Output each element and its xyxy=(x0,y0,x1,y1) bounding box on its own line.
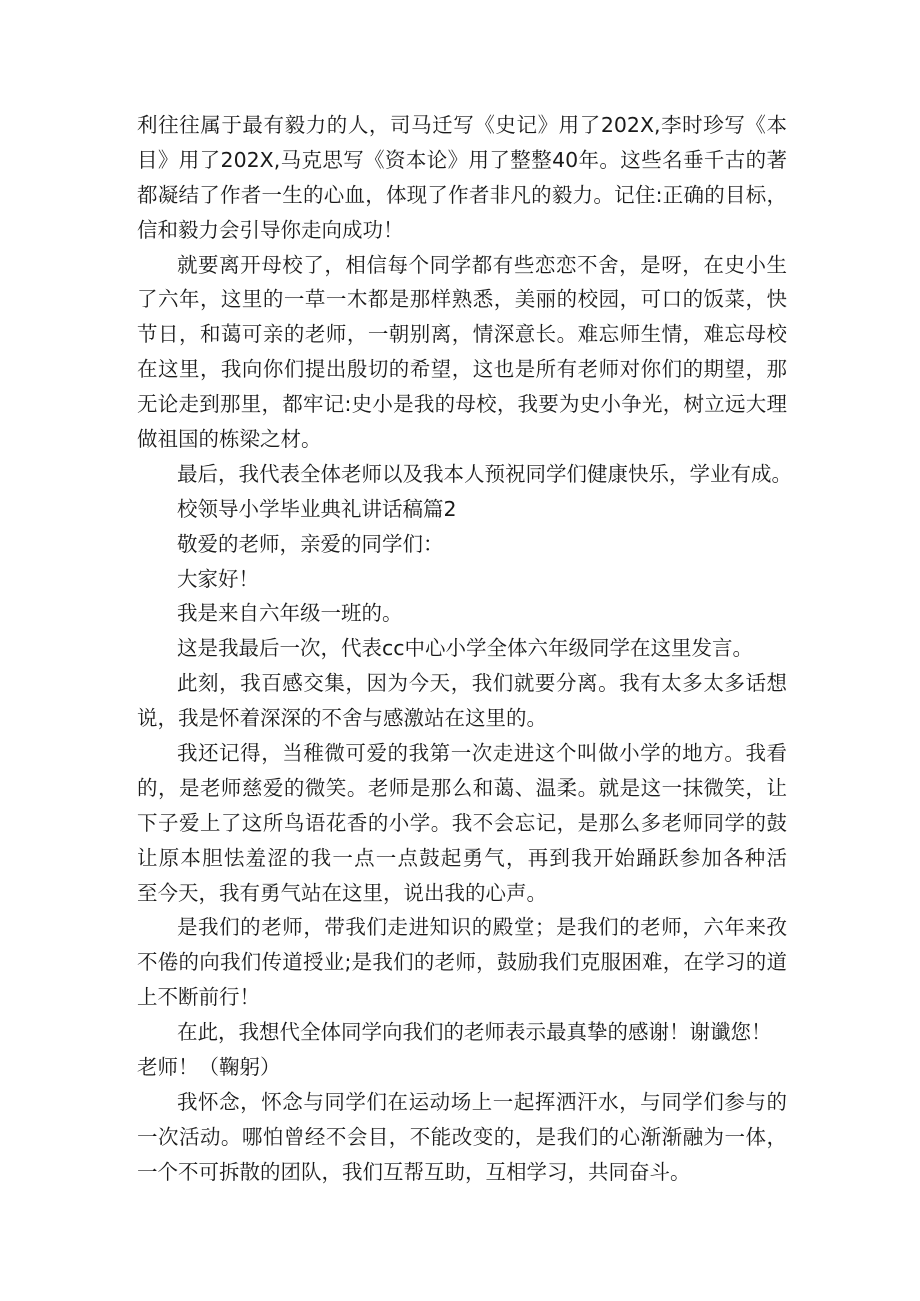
text-line: 这是我最后一次，代表cc中心小学全体六年级同学在这里发言。 xyxy=(177,636,754,661)
text-line: 老师！（鞠躬） xyxy=(137,1055,281,1080)
text-line: 我还记得，当稚微可爱的我第一次走进这个叫做小学的地方。我看 xyxy=(177,741,787,766)
text-line: 说，我是怀着深深的不舍与感激站在这里的。 xyxy=(137,706,547,731)
document-body xyxy=(137,108,792,1190)
section-heading: 校领导小学毕业典礼讲话稿篇2 xyxy=(177,496,457,521)
text-line: 做祖国的栋梁之材。 xyxy=(137,427,322,452)
salutation: 敬爱的老师，亲爱的同学们： xyxy=(177,531,444,556)
text-line: 至今天，我有勇气站在这里，说出我的心声。 xyxy=(137,880,547,905)
text-line: 无论走到那里，都牢记:史小是我的母校，我要为史小争光，树立远大理 xyxy=(137,392,787,417)
text-line: 在这里，我向你们提出殷切的希望，这也是所有老师对你们的期望，那 xyxy=(137,357,787,382)
text-line: 信和毅力会引导你走向成功！ xyxy=(137,217,404,242)
text-line: 的，是老师慈爱的微笑。老师是那么和蔼、温柔。就是这一抹微笑，让 xyxy=(137,775,787,800)
text-line: 下子爱上了这所鸟语花香的小学。我不会忘记，是那么多老师同学的鼓 xyxy=(137,810,787,835)
text-line: 此刻，我百感交集，因为今天，我们就要分离。我有太多太多话想 xyxy=(177,671,787,696)
text-line: 了六年，这里的一草一木都是那样熟悉，美丽的校园，可口的饭菜，快 xyxy=(137,287,787,312)
text-line: 利往往属于最有毅力的人，司马迁写《史记》用了202X,李时珍写《本 xyxy=(137,113,787,137)
text-line: 不倦的向我们传道授业;是我们的老师，鼓励我们克服困难，在学习的道 xyxy=(137,950,787,975)
text-line: 是我们的老师，带我们走进知识的殿堂；是我们的老师，六年来孜 xyxy=(177,915,787,940)
text-line: 大家好！ xyxy=(177,566,259,591)
text-line: 让原本胆怯羞涩的我一点一点鼓起勇气，再到我开始踊跃参加各种活 xyxy=(137,845,787,870)
text-line: 我怀念，怀念与同学们在运动场上一起挥洒汗水，与同学们参与的 xyxy=(177,1089,787,1114)
text-line: 一个不可拆散的团队，我们互帮互助，互相学习，共同奋斗。 xyxy=(137,1159,691,1184)
text-line: 上不断前行！ xyxy=(137,985,260,1010)
text-line: 最后，我代表全体老师以及我本人预祝同学们健康快乐，学业有成。 xyxy=(177,461,792,486)
text-line: 目》用了202X,马克思写《资本论》用了整整40年。这些名垂千古的著 xyxy=(137,147,787,172)
text-line: 一次活动。哪怕曾经不会目，不能改变的，是我们的心渐渐融为一体， xyxy=(137,1124,787,1149)
text-line: 节日，和蔼可亲的老师，一朝别离，情深意长。难忘师生情，难忘母校 xyxy=(137,322,787,347)
text-line: 就要离开母校了，相信每个同学都有些恋恋不舍，是呀，在史小生 xyxy=(177,252,787,277)
text-line: 我是来自六年级一班的。 xyxy=(177,601,403,626)
text-line: 都凝结了作者一生的心血，体现了作者非凡的毅力。记住:正确的目标， xyxy=(137,182,787,207)
text-line: 在此，我想代全体同学向我们的老师表示最真挚的感谢！谢谶您！ xyxy=(177,1020,772,1045)
